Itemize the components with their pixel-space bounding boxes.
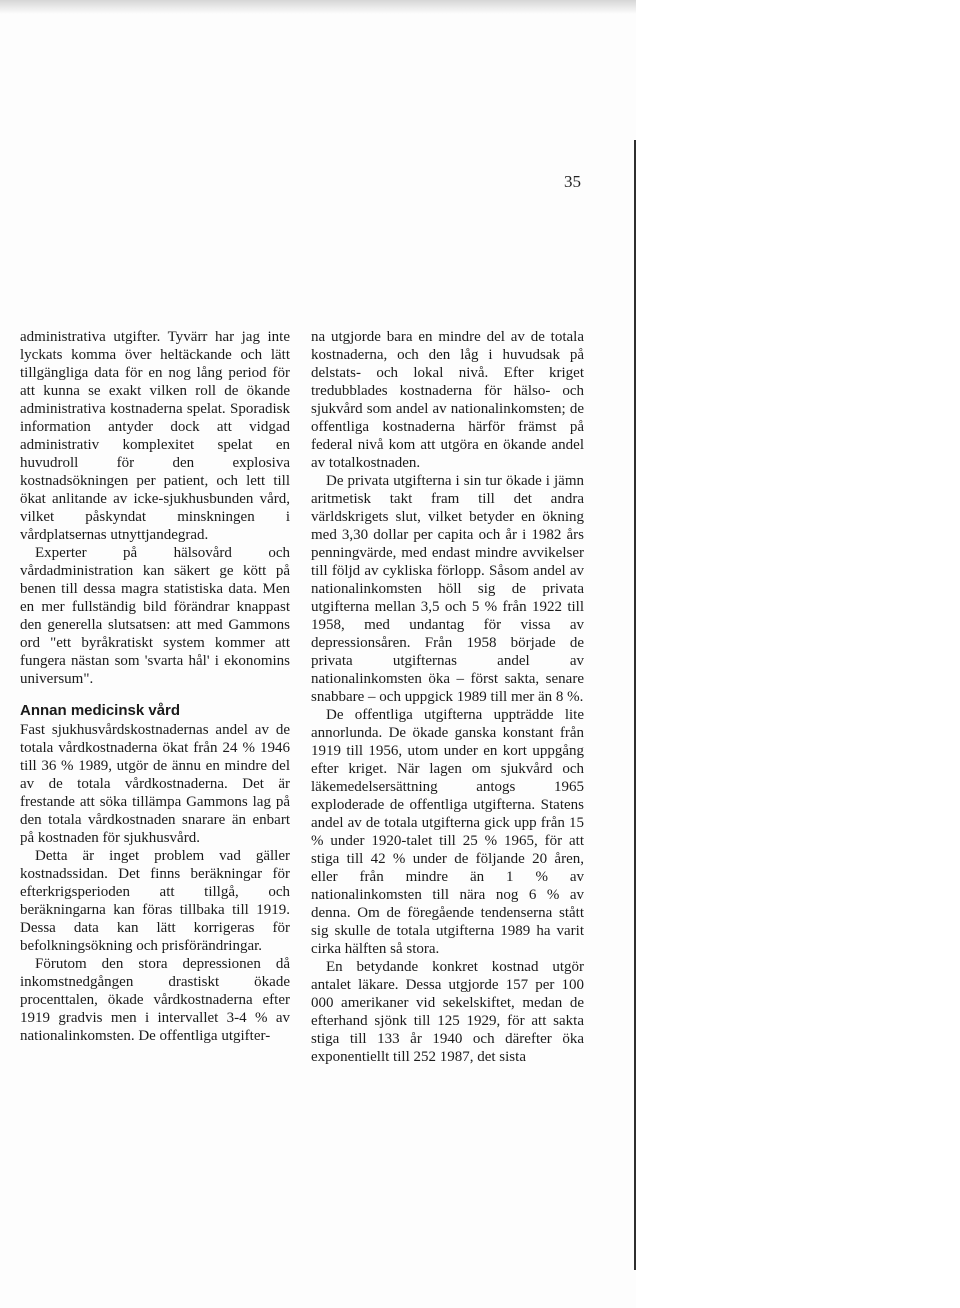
right-paragraph-2: De privata utgifterna i sin tur ökade i jämn aritmetisk takt fram till det andra världskrigets slut, vilket betyder en ökning med 3,30 dollar per capita och år i 1982 års penningvärde, med endast mindre avvikelser till följd av cykliska förlopp. Såsom andel av nationalinkomsten höll sig de privata utgifterna mellan 3,5 och 5 % från 1922 till 1958, med undantag för vissa av depressionsåren. Från 1958 började de privata utgifternas andel av nationalinkomsten öka – först sakta, senare snabbare – och uppgick 1989 till mer än 8 %. [311,473,584,705]
left-column [20,328,290,1045]
left-paragraph-2: Experter på hälsovård och vårdadministration kan säkert ge kött på benen till dessa magra statistiska data. Men en mer fullständig bild förändrar knappast den generella slutsatsen: att med Gammons ord "ett byråkratiskt system kommer att fungera nästan som 'svarta hål' i ekonomins universum". [20,545,290,687]
sheet-edge-line [634,140,636,1270]
left-paragraph-4: Detta är inget problem vad gäller kostnadssidan. Det finns beräkningar för efterkrigsperioden att tillgå, och beräkningarna kan föras tillbaka till 1919. Dessa data kan lätt korrigeras för befolkningsökning och prisförändringar. [20,848,290,954]
section-heading: Annan medicinsk vård [20,702,181,719]
right-paragraph-1: na utgjorde bara en mindre del av de totala kostnaderna, och den låg i huvudsak på delstats- och lokal nivå. Efter kriget tredubblades kostnaderna för hälso- och sjukvård som andel av nationalinkomsten; de offentliga kostnaderna härför främst på federal nivå kom att utgöra en ökande andel av totalkostnaden. [311,329,584,471]
left-paragraph-1: administrativa utgifter. Tyvärr har jag inte lyckats komma över heltäckande och lätt tillgängliga data för en nog lång period för att kunna se exakt vilken roll de ökande administrativa kostnaderna spelat. Sporadisk information antyder dock att vidgad administrativ komplexitet spelat en huvudroll för den explosiva kostnadsökningen per patient, och lett till ökat anlitande av icke-sjukhusbunden vård, vilket påskyndat minskningen i vårdplatsernas utnyttjandegrad. [20,329,290,543]
left-paragraph-3: Fast sjukhusvårdskostnadernas andel av de totala vårdkostnaderna ökat från 24 % 1946 till 36 % 1989, utgör de ännu en mindre del av de totala vårdkostnaderna. Det är frestande att söka tillämpa Gammons lag på den totala vårdkostnaden snarare än enbart på kostnaden för sjukhusvård. [20,722,290,846]
scan-right-margin [636,0,960,1308]
page-number: 35 [564,172,581,191]
right-column [311,328,584,1066]
left-paragraph-5: Förutom den stora depressionen då inkomstnedgången drastiskt ökade procenttalen, ökade vårdkostnaderna efter 1919 gradvis men i intervallet 3-4 % av nationalinkomsten. De offentliga utgifter- [20,956,290,1044]
right-paragraph-4: En betydande konkret kostnad utgör antalet läkare. Dessa utgjorde 157 per 100 000 amerikaner vid sekelskiftet, medan de efterhand sjönk till 125 1929, för att sakta stiga till 133 år 1940 och därefter öka exponentiellt till 252 1987, det sista [311,959,584,1065]
right-paragraph-3: De offentliga utgifterna uppträdde lite annorlunda. De ökade ganska konstant från 1919 till 1956, utom under en kort uppgång efter kriget. När lagen om sjukvård och läkemedelsersättning antogs 1965 exploderade de offentliga utgifterna. Statens andel av de totala utgifterna gick upp från 15 % under 1920-talet till 25 % 1965, för att stiga till 42 % under de följande 20 åren, eller från mindre än 1 % av nationalinkomsten till nära nog 6 % av denna. Om de föregående tendenserna stått sig skulle de totala utgifterna 1989 ha varit cirka hälften så stora. [311,707,584,957]
